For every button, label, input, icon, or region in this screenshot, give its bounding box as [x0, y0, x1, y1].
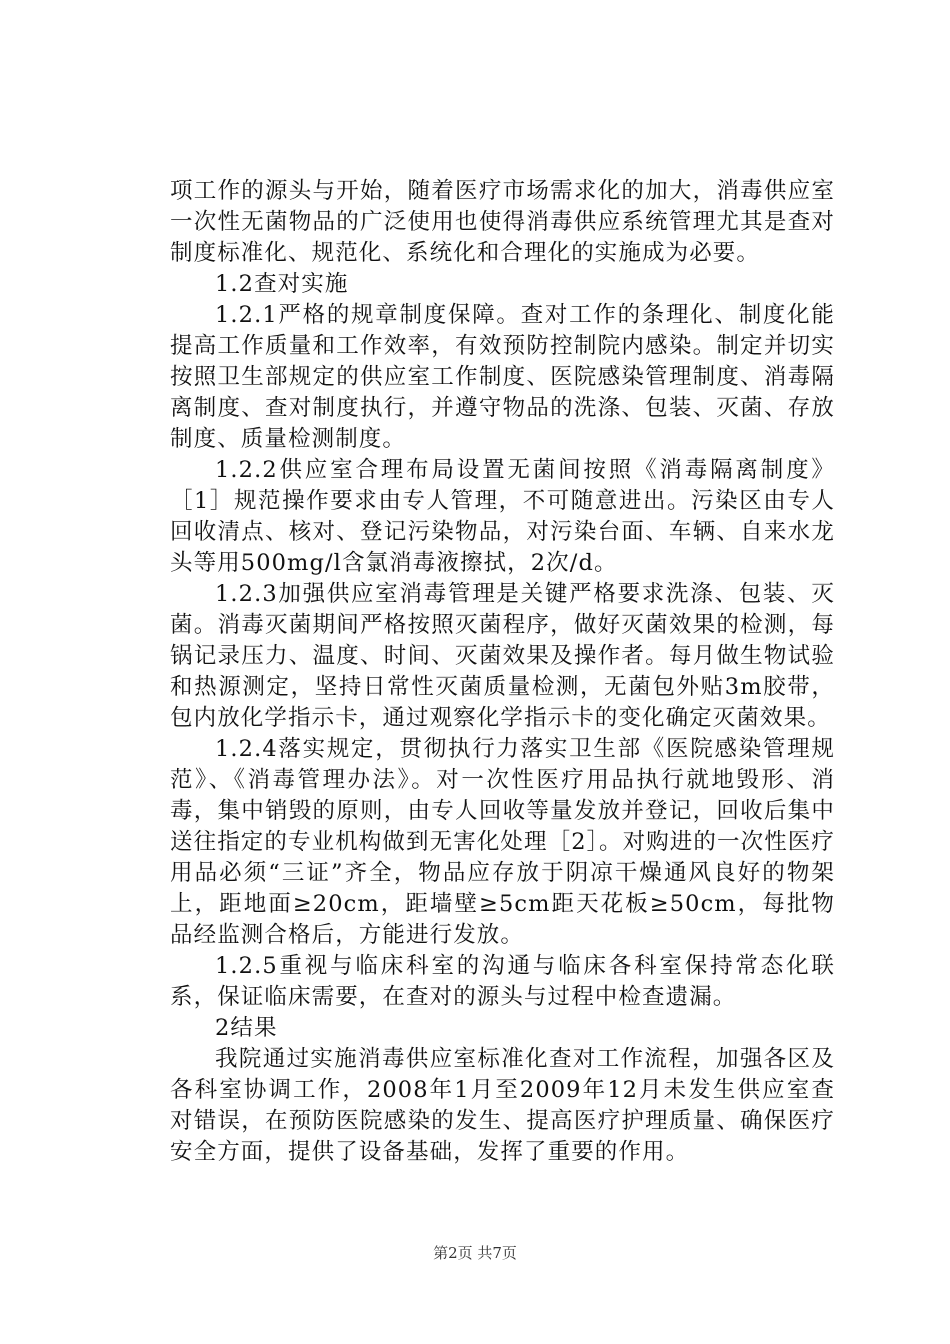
page-number: 第2页: [433, 1244, 473, 1262]
paragraph-1-2-2: 1.2.2供应室合理布局设置无菌间按照《消毒隔离制度》［1］规范操作要求由专人管理，不可随意进出。污染区由专人回收清点、核对、登记污染物品，对污染台面、车辆、自来水龙头等用500mg/l含氯消毒液擦拭，2次/d。: [170, 457, 835, 576]
paragraph-1-2-5: 1.2.5重视与临床科室的沟通与临床各科室保持常态化联系，保证临床需要，在查对的源头与过程中检查遗漏。: [170, 953, 835, 1010]
document-body: [170, 176, 835, 1168]
page-total: 共7页: [477, 1244, 517, 1262]
paragraph-results: 我院通过实施消毒供应室标准化查对工作流程，加强各区及各科室协调工作，2008年1月至2009年12月未发生供应室查对错误，在预防医院感染的发生、提高医疗护理质量、确保医疗安全方面，提供了设备基础，发挥了重要的作用。: [170, 1046, 835, 1165]
section-heading-1-2: 1.2查对实施: [215, 271, 349, 297]
paragraph-1-2-3: 1.2.3加强供应室消毒管理是关键严格要求洗涤、包装、灭菌。消毒灭菌期间严格按照灭菌程序，做好灭菌效果的检测，每锅记录压力、温度、时间、灭菌效果及操作者。每月做生物试验和热源测定，坚持日常性灭菌质量检测，无菌包外贴3m胶带，包内放化学指示卡，通过观察化学指示卡的变化确定灭菌效果。: [170, 581, 835, 731]
paragraph-1-2-4: 1.2.4落实规定，贯彻执行力落实卫生部《医院感染管理规范》、《消毒管理办法》。对一次性医疗用品执行就地毁形、消毒，集中销毁的原则，由专人回收等量发放并登记，回收后集中送往指定的专业机构做到无害化处理［2］。对购进的一次性医疗用品必须“三证”齐全，物品应存放于阴凉干燥通风良好的物架上，距地面≥20cm，距墙壁≥5cm距天花板≥50cm，每批物品经监测合格后，方能进行发放。: [170, 736, 835, 948]
paragraph-1-2-1: 1.2.1严格的规章制度保障。查对工作的条理化、制度化能提高工作质量和工作效率，有效预防控制院内感染。制定并切实按照卫生部规定的供应室工作制度、医院感染管理制度、消毒隔离制度、查对制度执行，并遵守物品的洗涤、包装、灭菌、存放制度、质量检测制度。: [170, 302, 835, 452]
section-heading-2: 2结果: [215, 1015, 278, 1041]
paragraph-continuation: 项工作的源头与开始，随着医疗市场需求化的加大，消毒供应室一次性无菌物品的广泛使用也使得消毒供应系统管理尤其是查对制度标准化、规范化、系统化和合理化的实施成为必要。: [170, 178, 835, 266]
page-footer: [0, 1243, 950, 1263]
